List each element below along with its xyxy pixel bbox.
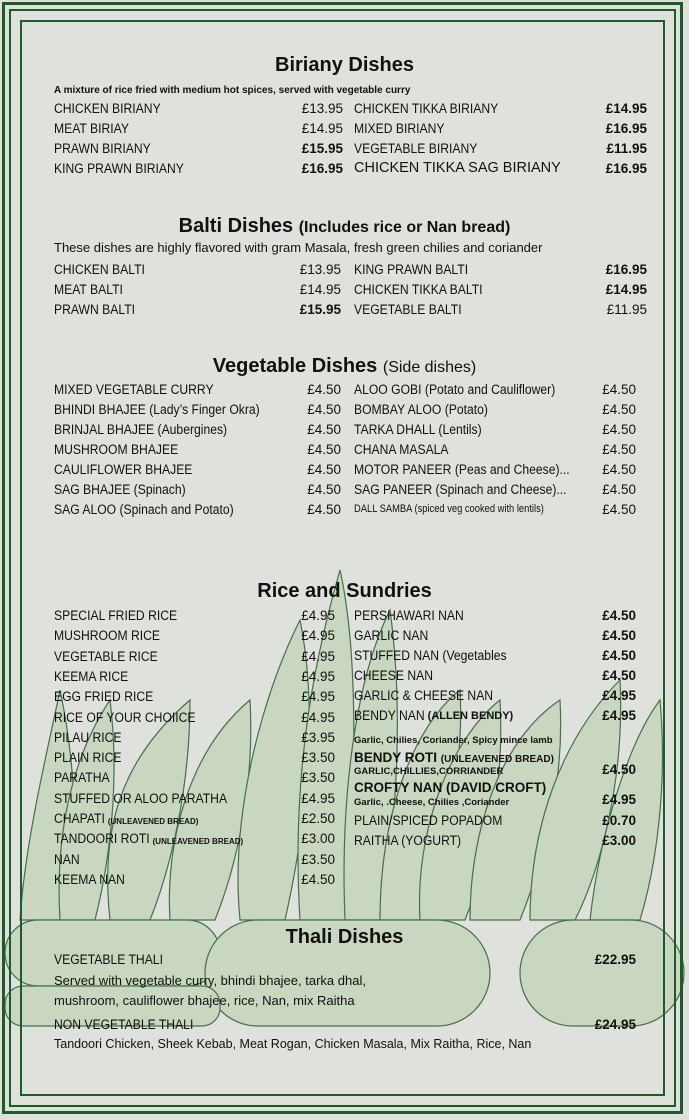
raitha-price: £3.00: [602, 833, 636, 848]
menu-item-note: (UNLEAVENED BREAD): [107, 817, 199, 826]
menu-item-price: £4.50: [602, 442, 636, 457]
menu-item-price: £4.95: [301, 628, 335, 644]
bendy-roti-description: GARLIC,CHILLIES,CORRIANDER: [354, 766, 504, 777]
menu-item-price: £14.95: [301, 121, 343, 136]
menu-item-price: £14.95: [605, 101, 647, 116]
vegetable-thali-name: VEGETABLE THALI: [54, 952, 163, 967]
menu-item-name: DALL SAMBA (spiced veg cooked with lentils): [354, 503, 544, 515]
menu-item-price: £3.50: [301, 770, 335, 786]
menu-item-price: £4.50: [602, 462, 636, 477]
menu-item-note: (UNLEAVENED BREAD): [152, 837, 244, 847]
menu-item-name: BOMBAY ALOO (Potato): [354, 402, 488, 417]
menu-item-price: £4.50: [602, 628, 636, 643]
menu-item-name: CAULIFLOWER BHAJEE: [54, 462, 193, 477]
crofty-nan-name: CROFTY NAN (DAVID CROFT): [354, 780, 547, 795]
menu-item-price: £4.95: [301, 608, 335, 623]
menu-item-price: £4.95: [301, 648, 335, 664]
menu-item-name: PLAIN RICE: [54, 750, 122, 766]
menu-item-price: £13.95: [301, 101, 343, 116]
menu-item-name: PRAWN BALTI: [54, 302, 136, 317]
menu-item-name: KING PRAWN BIRIANY: [54, 161, 184, 176]
menu-item-name: CHICKEN BALTI: [54, 262, 145, 277]
non-vegetable-thali-price: £24.95: [594, 1017, 636, 1032]
menu-item-name: CHEESE NAN: [354, 668, 434, 683]
menu-item-name: GARLIC & CHEESE NAN: [354, 688, 494, 703]
menu-item-name: MIXED VEGETABLE CURRY: [54, 382, 214, 397]
menu-item-name: EGG FRIED RICE: [54, 689, 154, 705]
menu-item-price: £4.50: [307, 502, 341, 517]
menu-item-price: £11.95: [606, 141, 647, 156]
menu-item-price: £4.95: [301, 790, 335, 806]
menu-item-price: £4.50: [602, 422, 636, 437]
menu-item-name: CHAPATI: [54, 811, 105, 826]
menu-item-name: VEGETABLE RICE: [54, 648, 158, 664]
bendy-nan-description: Garlic, Chilies, Coriander, Spicy mince lamb: [354, 735, 553, 746]
menu-item-price: £4.50: [307, 402, 341, 417]
menu-item-name: STUFFED OR ALOO PARATHA: [54, 790, 228, 806]
menu-item-price: £3.95: [301, 729, 335, 745]
menu-item-price: £14.95: [605, 282, 647, 297]
menu-item-price: £3.00: [301, 831, 335, 847]
menu-item-price: £4.50: [307, 462, 341, 477]
menu-item-price: £4.95: [602, 708, 636, 723]
bendy-roti-price: £4.50: [602, 762, 636, 777]
menu-item-price: £15.95: [299, 302, 341, 317]
menu-item-price: £4.50: [602, 482, 636, 497]
non-vegetable-thali-name: NON VEGETABLE THALI: [54, 1017, 194, 1032]
menu-item-price: £4.50: [602, 648, 636, 663]
menu-item-price: £14.95: [299, 282, 341, 297]
menu-item-name: STUFFED NAN (Vegetables: [354, 648, 507, 663]
menu-item-price: £3.50: [301, 750, 335, 766]
menu-item-price: £4.95: [301, 689, 335, 705]
menu-item-price: £4.50: [301, 871, 335, 887]
menu-item-name: MIXED BIRIANY: [354, 121, 445, 136]
menu-item-name: SAG BHAJEE (Spinach): [54, 482, 186, 497]
menu-item-price: £13.95: [299, 262, 341, 277]
menu-item-name: SPECIAL FRIED RICE: [54, 608, 178, 623]
menu-item-name: MUSHROOM RICE: [54, 628, 160, 644]
menu-item-name: CHICKEN BIRIANY: [54, 101, 161, 116]
menu-item-price: £4.95: [602, 688, 636, 703]
menu-item-price: £4.50: [307, 382, 341, 397]
bendy-roti-note: (UNLEAVENED BREAD): [440, 754, 554, 765]
menu-item-price: £4.50: [602, 608, 636, 623]
balti-subtitle: (Includes rice or Nan bread): [298, 219, 511, 236]
menu-item-name: KEEMA NAN: [54, 871, 125, 887]
vegetable-title-main: Vegetable Dishes: [212, 355, 378, 377]
menu-item-price: £3.50: [301, 851, 335, 867]
menu-item-name: TARKA DHALL (Lentils): [354, 422, 482, 437]
biriany-description: A mixture of rice fried with medium hot spices, served with vegetable curry: [54, 85, 411, 96]
menu-item-price: £2.50: [301, 811, 335, 826]
menu-item-price: £4.50: [602, 502, 636, 517]
menu-item-name: VEGETABLE BALTI: [354, 302, 462, 317]
menu-item-price: £4.50: [307, 442, 341, 457]
menu-item-name: MOTOR PANEER (Peas and Cheese)...: [354, 462, 570, 477]
menu-item-name: KING PRAWN BALTI: [354, 262, 469, 277]
balti-description: These dishes are highly flavored with gram Masala, fresh green chilies and coriander: [54, 240, 543, 255]
menu-item-name: BHINDI BHAJEE (Lady’s Finger Okra): [54, 402, 260, 417]
crofty-nan-price: £4.95: [602, 792, 636, 807]
crofty-nan-description: Garlic, .Cheese, Chilies ,Coriander: [354, 797, 510, 808]
menu-item-name: MEAT BALTI: [54, 282, 123, 297]
menu-item-price: £11.95: [606, 302, 647, 317]
menu-item-name: NAN: [54, 851, 80, 867]
vegetable-thali-price: £22.95: [594, 952, 636, 967]
menu-item-price: £16.95: [605, 121, 647, 136]
menu-item-price: £4.50: [307, 482, 341, 497]
menu-item-name: RICE OF YOUR CHOIICE: [54, 709, 196, 725]
vegetable-thali-description-2: mushroom, cauliflower bhajee, rice, Nan, mix Raitha: [54, 993, 355, 1008]
menu-item-name: SAG ALOO (Spinach and Potato): [54, 502, 234, 517]
raitha-name: RAITHA (YOGURT): [354, 833, 462, 848]
vegetable-subtitle: (Side dishes): [382, 359, 477, 376]
balti-title-main: Balti Dishes: [178, 215, 294, 237]
menu-item-note: (ALLEN BENDY): [427, 710, 514, 722]
menu-item-name: BENDY NAN: [354, 708, 425, 723]
menu-item-price: £16.95: [605, 161, 647, 176]
bendy-roti-name: BENDY ROTI: [354, 750, 438, 765]
menu-item-price: £4.95: [301, 709, 335, 725]
menu-item-name: KEEMA RICE: [54, 668, 129, 684]
menu-item-price: £4.50: [602, 668, 636, 683]
menu-item-name: CHANA MASALA: [354, 442, 449, 457]
menu-item-name: MEAT BIRIAY: [54, 121, 129, 136]
menu-item-price: £4.95: [301, 668, 335, 684]
menu-item-price: £4.50: [602, 382, 636, 397]
menu-item-price: £4.50: [602, 402, 636, 417]
menu-item-name: PILAU RICE: [54, 729, 122, 745]
menu-item-name: PERSHAWARI NAN: [354, 608, 464, 623]
vegetable-title: [0, 355, 689, 378]
rice-title: Rice and Sundries: [257, 580, 432, 602]
menu-item-name: CHICKEN TIKKA BALTI: [354, 282, 483, 297]
menu-item-name: BRINJAL BHAJEE (Aubergines): [54, 422, 228, 437]
menu-item-name: CHICKEN TIKKA BIRIANY: [354, 101, 499, 116]
popadom-name: PLAIN/SPICED POPADOM: [354, 813, 503, 828]
menu-item-name: PARATHA: [54, 770, 110, 786]
menu-item-name: ALOO GOBI (Potato and Cauliflower): [354, 382, 556, 397]
menu-item-name: SAG PANEER (Spinach and Cheese)...: [354, 482, 567, 497]
menu-item-name: TANDOORI ROTI: [54, 831, 150, 847]
thali-title: Thali Dishes: [285, 926, 404, 948]
menu-item-price: £16.95: [301, 161, 343, 176]
biriany-title: Biriany Dishes: [275, 54, 414, 76]
menu-item-name: MUSHROOM BHAJEE: [54, 442, 179, 457]
menu-item-name: VEGETABLE BIRIANY: [354, 141, 478, 156]
menu-item-price: £4.50: [307, 422, 341, 437]
menu-item-name: PRAWN BIRIANY: [54, 141, 151, 156]
popadom-price: £0.70: [602, 813, 636, 828]
non-vegetable-thali-description: Tandoori Chicken, Sheek Kebab, Meat Rogan, Chicken Masala, Mix Raitha, Rice, Nan: [54, 1037, 532, 1051]
menu-item-name: CHICKEN TIKKA SAG BIRIANY: [354, 160, 561, 176]
menu-item-name: GARLIC NAN: [354, 628, 429, 643]
vegetable-thali-description-1: Served with vegetable curry, bhindi bhajee, tarka dhal,: [54, 973, 366, 988]
balti-title: [0, 215, 689, 238]
menu-item-price: £16.95: [605, 262, 647, 277]
menu-item-price: £15.95: [301, 141, 343, 156]
